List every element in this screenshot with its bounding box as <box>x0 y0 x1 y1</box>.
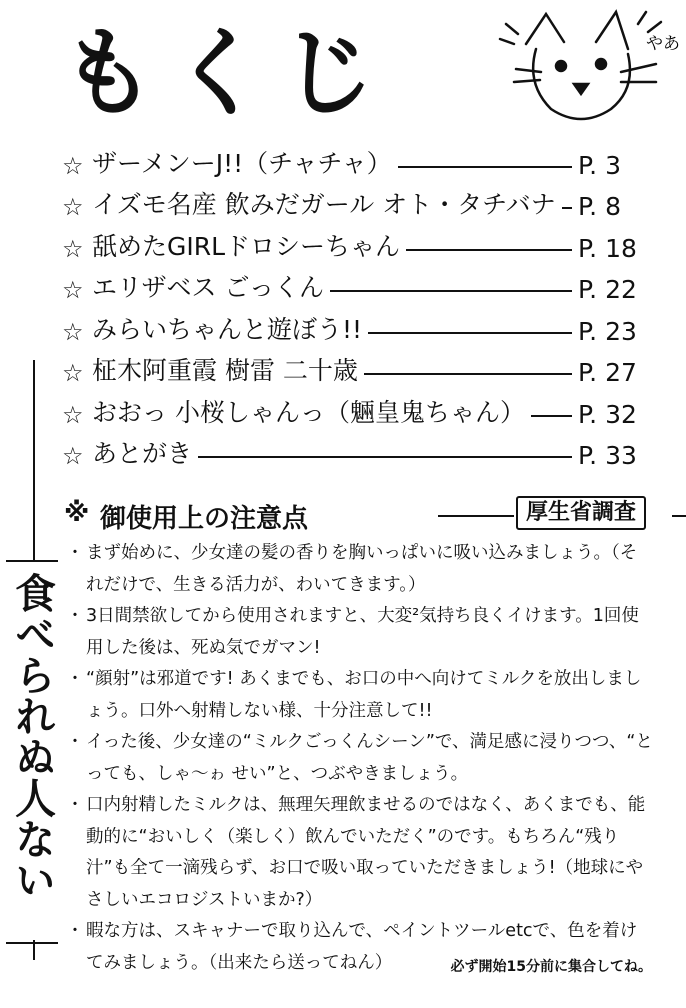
toc-entry[interactable] <box>62 429 652 471</box>
toc-entry-page: P. 18 <box>578 233 637 263</box>
toc-leader-line <box>406 249 572 251</box>
bullet-icon: ・ <box>66 669 84 689</box>
toc-entry-page: P. 22 <box>578 275 637 304</box>
toc-entry-page: P. 32 <box>578 399 637 429</box>
toc-leader-line <box>531 415 572 417</box>
bullet-icon: ・ <box>66 606 84 626</box>
toc-entry[interactable] <box>62 138 652 180</box>
toc-entry[interactable] <box>62 263 652 305</box>
cat-doodle-icon <box>496 4 686 134</box>
toc-entry-title: エリザベス ごっくん <box>92 273 324 302</box>
toc-entry-page: P. 3 <box>578 150 621 180</box>
usage-note-text: 口内射精したミルクは、無理矢理飲ませるのではなく、あくまでも、能動的に“おいしく（楽しく）飲んでいただく”のです。もちろん“残り汁”も全て一滴残らず、お口で吸い取っていただきましょう!（地球にやさしいエコロジストいまか?） <box>86 795 646 910</box>
star-icon: ☆ <box>62 193 84 221</box>
usage-note <box>64 601 654 664</box>
heading-rule-left <box>438 515 514 517</box>
toc-leader-line <box>398 166 572 168</box>
reference-mark: ※ <box>64 498 90 528</box>
usage-note-text: 3日間禁欲してから使用されますと、大変²気持ち良くイけます。1回使用した後は、死ぬ気でガマン! <box>86 606 639 658</box>
toc-entry-title: 柾木阿重霞 樹雷 二十歳 <box>92 356 358 385</box>
toc-entry-page: P. 33 <box>578 441 637 470</box>
star-icon: ☆ <box>62 317 84 346</box>
usage-note-text: 暇な方は、スキャナーで取り込んで、ペイントツールetcで、色を着けてみましょう。（出来たら送ってねん） <box>86 921 638 973</box>
toc-leader-line <box>198 456 572 458</box>
toc-entry-title: あとがき <box>92 439 193 468</box>
usage-note <box>64 790 654 916</box>
star-icon: ☆ <box>62 234 84 263</box>
heading-rule-right <box>672 515 686 517</box>
toc-entry-title: みらいちゃんと遊ぼう!! <box>92 314 363 344</box>
notes-heading-title: 御使用上の注意点 <box>100 504 309 534</box>
toc-entry-title: ザーメンーJ!!（チャチャ） <box>92 148 392 178</box>
cat-greeting: やあ <box>646 34 680 54</box>
toc-entry[interactable] <box>62 304 652 346</box>
toc-entry[interactable] <box>62 346 652 388</box>
usage-note <box>64 538 654 601</box>
bullet-icon: ・ <box>66 543 84 563</box>
bullet-icon: ・ <box>66 732 84 752</box>
star-icon: ☆ <box>62 359 84 387</box>
toc-entry-title: おおっ 小桜しゃんっ（魎皇鬼ちゃん） <box>92 397 525 427</box>
notes-source-box: 厚生省調査 <box>516 496 646 530</box>
side-divider <box>33 360 35 560</box>
toc-entry[interactable] <box>62 180 652 222</box>
footer-note: 必ず開始15分前に集合してね。 <box>450 959 652 975</box>
bullet-icon: ・ <box>66 795 84 815</box>
toc-leader-line <box>330 290 572 292</box>
toc-entry-title: イズモ名産 飲みだガール オト・タチバナ <box>92 190 556 219</box>
toc-entry-page: P. 27 <box>578 358 637 387</box>
table-of-contents <box>62 138 652 470</box>
toc-leader-line <box>368 332 572 334</box>
usage-note <box>64 727 654 790</box>
toc-entry-page: P. 23 <box>578 316 637 346</box>
toc-entry-page: P. 8 <box>578 192 621 221</box>
star-icon: ☆ <box>62 276 84 304</box>
page-title: もくじ <box>62 17 393 130</box>
usage-note-text: イった後、少女達の“ミルクごっくんシーン”で、満足感に浸りつつ、“とっても、しゃ～ゎ せい”と、つぶやきましょう。 <box>86 732 653 784</box>
usage-notes-list <box>64 538 654 979</box>
toc-leader-line <box>364 373 572 375</box>
side-divider-bottom <box>33 940 35 960</box>
notes-heading <box>64 494 684 534</box>
side-banner-text: 食べられぬ人ない <box>8 572 56 900</box>
usage-note-text: “顔射”は邪道です! あくまでも、お口の中へ向けてミルクを放出しましょう。口外へ射精しない様、十分注意して!! <box>86 669 642 721</box>
toc-leader-line <box>562 207 572 209</box>
usage-note-text: まず始めに、少女達の髪の香りを胸いっぱいに吸い込みましょう。（それだけで、生きる活力が、わいてきます。） <box>86 543 638 595</box>
toc-entry[interactable] <box>62 221 652 263</box>
toc-entry-title: 舐めたGIRLドロシーちゃん <box>92 231 401 261</box>
toc-entry[interactable] <box>62 387 652 429</box>
bullet-icon: ・ <box>66 921 84 941</box>
star-icon: ☆ <box>62 442 84 470</box>
star-icon: ☆ <box>62 400 84 429</box>
star-icon: ☆ <box>62 151 84 180</box>
usage-note <box>64 664 654 727</box>
